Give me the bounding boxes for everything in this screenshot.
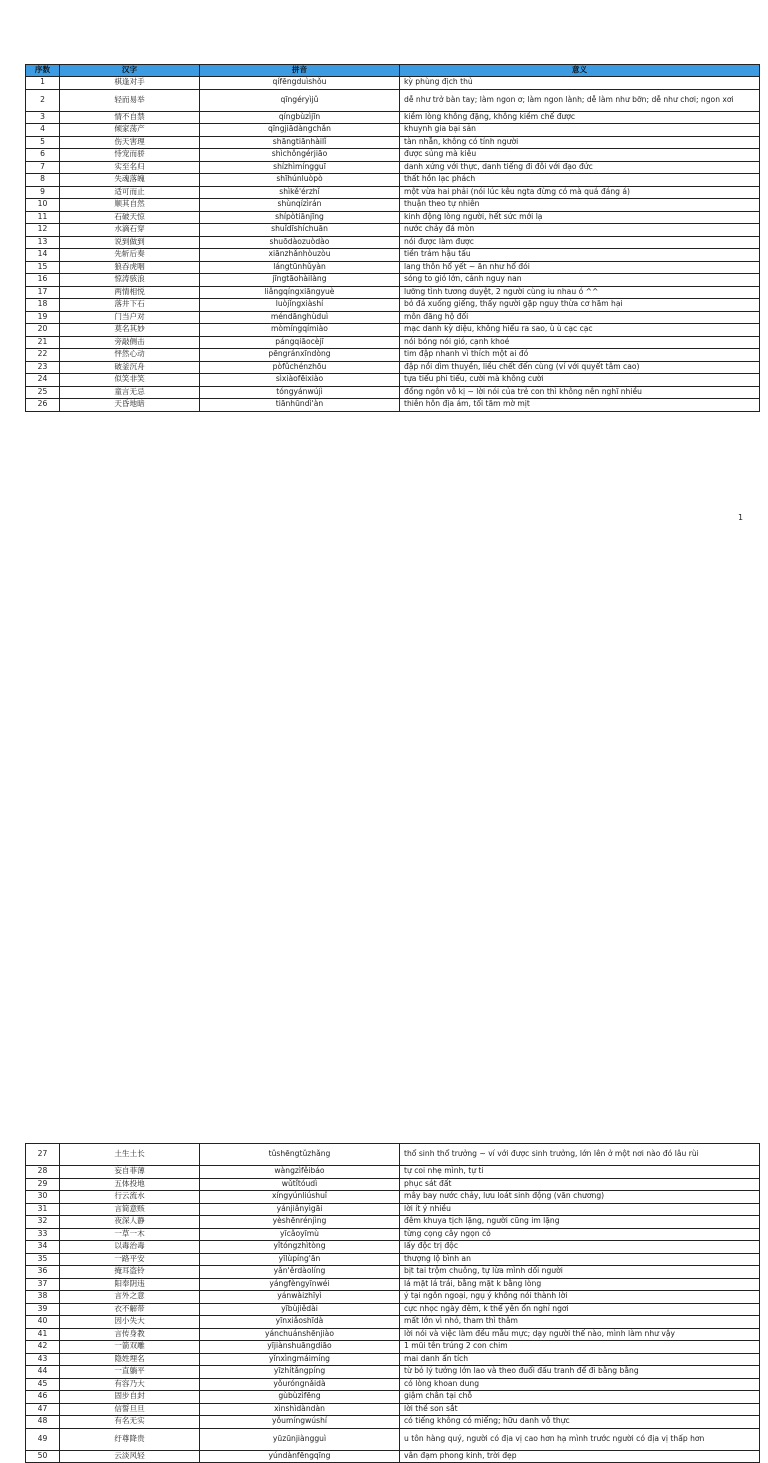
row-meaning: danh xứng với thực, danh tiếng đi đôi với đạo đức (400, 161, 760, 174)
row-index: 42 (26, 1341, 60, 1354)
row-hanzi: 旁敲侧击 (60, 336, 200, 349)
row-meaning: lang thôn hổ yết ~ ăn như hổ đói (400, 261, 760, 274)
row-pinyin: shāngtiānhàilǐ (200, 136, 400, 149)
row-meaning: lời thề son sắt (400, 1403, 760, 1416)
row-pinyin: yīzhítǎngpíng (200, 1366, 400, 1379)
row-index: 22 (26, 349, 60, 362)
row-index: 47 (26, 1403, 60, 1416)
row-pinyin: yīlùpíng'ān (200, 1253, 400, 1266)
row-hanzi: 因小失大 (60, 1316, 200, 1329)
row-pinyin: xìnshìdàndàn (200, 1403, 400, 1416)
row-meaning: tàn nhẫn, không có tính người (400, 136, 760, 149)
row-hanzi: 有名无实 (60, 1416, 200, 1429)
header-meaning: 意义 (400, 65, 760, 77)
row-pinyin: shìchǒngérjiāo (200, 149, 400, 162)
row-hanzi: 信誓旦旦 (60, 1403, 200, 1416)
row-hanzi: 一路平安 (60, 1253, 200, 1266)
row-index: 32 (26, 1216, 60, 1229)
table-row (26, 1303, 760, 1316)
row-hanzi: 实至名归 (60, 161, 200, 174)
table-row (26, 186, 760, 199)
row-meaning: từ bỏ lý tưởng lớn lao và theo đuổi đấu tranh để đi bằng bằng (400, 1366, 760, 1379)
row-pinyin: yīcǎoyīmù (200, 1228, 400, 1241)
table-row (26, 77, 760, 90)
row-meaning: nước chảy đá mòn (400, 224, 760, 237)
row-index: 13 (26, 236, 60, 249)
row-hanzi: 伤天害理 (60, 136, 200, 149)
table-row (26, 136, 760, 149)
table-row (26, 1216, 760, 1229)
table-row (26, 324, 760, 337)
row-hanzi: 掩耳盗铃 (60, 1266, 200, 1279)
row-hanzi: 纡尊降贵 (60, 1428, 200, 1450)
row-meaning: lưỡng tình tương duyệt, 2 người cùng iu nhau ó ^^ (400, 286, 760, 299)
header-pinyin: 拼音 (200, 65, 400, 77)
row-meaning: được sủng mà kiêu (400, 149, 760, 162)
table-row (26, 1341, 760, 1354)
document-page-1 (0, 0, 768, 540)
row-meaning: kiềm lòng không đặng, không kiềm chế được (400, 111, 760, 124)
row-hanzi: 云淡风轻 (60, 1450, 200, 1463)
row-hanzi: 行云流水 (60, 1191, 200, 1204)
table-row (26, 174, 760, 187)
row-pinyin: lángtūnhǔyàn (200, 261, 400, 274)
row-index: 44 (26, 1366, 60, 1379)
row-meaning: mất lớn vì nhỏ, tham thì thâm (400, 1316, 760, 1329)
row-meaning: có tiếng không có miếng; hữu danh vô thực (400, 1416, 760, 1429)
row-pinyin: yángfèngyīnwéi (200, 1278, 400, 1291)
row-pinyin: qíngbùzìjīn (200, 111, 400, 124)
row-index: 21 (26, 336, 60, 349)
row-meaning: kinh động lòng người, hết sức mới lạ (400, 211, 760, 224)
row-hanzi: 怦然心动 (60, 349, 200, 362)
table-row (26, 199, 760, 212)
row-pinyin: wǔtǐtóudì (200, 1178, 400, 1191)
table-row (26, 274, 760, 287)
row-meaning: vân đạm phong kinh, trời đẹp (400, 1450, 760, 1463)
row-index: 14 (26, 249, 60, 262)
row-hanzi: 五体投地 (60, 1178, 200, 1191)
row-index: 39 (26, 1303, 60, 1316)
row-index: 38 (26, 1291, 60, 1304)
row-meaning: thiên hôn địa ám, tối tăm mờ mịt (400, 399, 760, 412)
table-row (26, 1316, 760, 1329)
row-meaning: tự coi nhẹ mình, tự ti (400, 1166, 760, 1179)
row-pinyin: gùbùzìfēng (200, 1391, 400, 1404)
table-row (26, 336, 760, 349)
idiom-table-page-2 (25, 1143, 760, 1463)
row-meaning: bỏ đá xuống giếng, thấy người gặp nguy thừa cơ hãm hại (400, 299, 760, 312)
table-row (26, 89, 760, 111)
row-hanzi: 先斩后奏 (60, 249, 200, 262)
row-index: 35 (26, 1253, 60, 1266)
row-pinyin: tóngyánwújì (200, 386, 400, 399)
table-row (26, 1228, 760, 1241)
table-row (26, 1144, 760, 1166)
table-row (26, 311, 760, 324)
table-row (26, 1203, 760, 1216)
row-hanzi: 衣不解带 (60, 1303, 200, 1316)
table-row (26, 224, 760, 237)
row-meaning: môn đăng hộ đối (400, 311, 760, 324)
row-pinyin: liǎngqíngxiāngyuè (200, 286, 400, 299)
row-index: 17 (26, 286, 60, 299)
row-index: 49 (26, 1428, 60, 1450)
row-hanzi: 天昏地暗 (60, 399, 200, 412)
row-hanzi: 一箭双雕 (60, 1341, 200, 1354)
row-pinyin: tiānhūndì'àn (200, 399, 400, 412)
table-row (26, 1178, 760, 1191)
row-hanzi: 适可而止 (60, 186, 200, 199)
row-hanzi: 一草一木 (60, 1228, 200, 1241)
row-meaning: nói được làm được (400, 236, 760, 249)
table-row (26, 1416, 760, 1429)
row-meaning: thổ sinh thổ trưởng ~ ví với được sinh trưởng, lớn lên ở một nơi nào đó lâu rùi (400, 1144, 760, 1166)
table-row (26, 1428, 760, 1450)
row-meaning: dễ như trở bàn tay; làm ngon ơ; làm ngon lành; dễ làm như bỡn; dễ như chơi; ngon xơi (400, 89, 760, 111)
table-row (26, 299, 760, 312)
row-pinyin: qīngjiādàngchǎn (200, 124, 400, 137)
row-hanzi: 夜深人静 (60, 1216, 200, 1229)
row-index: 37 (26, 1278, 60, 1291)
row-hanzi: 隐姓埋名 (60, 1353, 200, 1366)
row-index: 11 (26, 211, 60, 224)
row-index: 10 (26, 199, 60, 212)
row-index: 50 (26, 1450, 60, 1463)
row-index: 36 (26, 1266, 60, 1279)
row-pinyin: tǔshēngtǔzhǎng (200, 1144, 400, 1166)
table-row (26, 249, 760, 262)
row-pinyin: qífēngduìshǒu (200, 77, 400, 90)
row-hanzi: 妄自菲薄 (60, 1166, 200, 1179)
row-hanzi: 以毒治毒 (60, 1241, 200, 1254)
row-pinyin: yǎn'ěrdàolíng (200, 1266, 400, 1279)
row-index: 7 (26, 161, 60, 174)
row-index: 46 (26, 1391, 60, 1404)
row-pinyin: yánwàizhīyì (200, 1291, 400, 1304)
table-row (26, 1278, 760, 1291)
row-meaning: đập nồi dìm thuyền, liều chết đến cùng (ví với quyết tâm cao) (400, 361, 760, 374)
row-pinyin: yīnxiǎoshīdà (200, 1316, 400, 1329)
row-index: 43 (26, 1353, 60, 1366)
table-row (26, 1291, 760, 1304)
row-index: 31 (26, 1203, 60, 1216)
row-pinyin: shìkě'érzhǐ (200, 186, 400, 199)
table-row (26, 386, 760, 399)
row-index: 48 (26, 1416, 60, 1429)
table-body (26, 1144, 760, 1463)
table-row (26, 286, 760, 299)
row-meaning: tựa tiếu phi tiếu, cười mà không cười (400, 374, 760, 387)
row-meaning: phục sát đất (400, 1178, 760, 1191)
row-hanzi: 似笑非笑 (60, 374, 200, 387)
idiom-table-page-1 (25, 64, 760, 412)
row-meaning: một vừa hai phải (nói lúc kêu ngta đừng có mà quá đáng á) (400, 186, 760, 199)
row-index: 6 (26, 149, 60, 162)
row-pinyin: shízhìmíngguī (200, 161, 400, 174)
row-meaning: u tôn hàng quý, người có địa vị cao hơn hạ mình trước người có địa vị thấp hơn (400, 1428, 760, 1450)
row-index: 5 (26, 136, 60, 149)
row-pinyin: shuōdàozuòdào (200, 236, 400, 249)
row-index: 24 (26, 374, 60, 387)
table-row (26, 1378, 760, 1391)
row-hanzi: 惊涛骇浪 (60, 274, 200, 287)
row-index: 2 (26, 89, 60, 111)
row-pinyin: qīngéryìjǔ (200, 89, 400, 111)
row-pinyin: yǒuróngnǎidà (200, 1378, 400, 1391)
row-meaning: lấy độc trị độc (400, 1241, 760, 1254)
row-hanzi: 一直躺平 (60, 1366, 200, 1379)
row-meaning: kỳ phùng địch thủ (400, 77, 760, 90)
row-pinyin: wàngzìfěibáo (200, 1166, 400, 1179)
table-row (26, 1253, 760, 1266)
row-hanzi: 轻而易举 (60, 89, 200, 111)
row-index: 16 (26, 274, 60, 287)
table-row (26, 1391, 760, 1404)
page-number: 1 (738, 513, 744, 522)
row-hanzi: 两情相悦 (60, 286, 200, 299)
row-index: 30 (26, 1191, 60, 1204)
table-row (26, 161, 760, 174)
row-pinyin: yúndànfēngqīng (200, 1450, 400, 1463)
row-hanzi: 言传身教 (60, 1328, 200, 1341)
row-index: 23 (26, 361, 60, 374)
row-hanzi: 破釜沉舟 (60, 361, 200, 374)
row-hanzi: 土生土长 (60, 1144, 200, 1166)
table-row (26, 374, 760, 387)
row-hanzi: 言外之意 (60, 1291, 200, 1304)
row-hanzi: 阳奉阴违 (60, 1278, 200, 1291)
row-meaning: bịt tai trộm chuông, tự lừa mình dối người (400, 1266, 760, 1279)
row-meaning: khuynh gia bại sản (400, 124, 760, 137)
row-hanzi: 童言无忌 (60, 386, 200, 399)
row-pinyin: yǒumíngwúshí (200, 1416, 400, 1429)
table-row (26, 149, 760, 162)
row-index: 25 (26, 386, 60, 399)
row-pinyin: yūzūnjiàngguì (200, 1428, 400, 1450)
row-hanzi: 言简意赅 (60, 1203, 200, 1216)
table-row (26, 111, 760, 124)
row-index: 27 (26, 1144, 60, 1166)
table-row (26, 1166, 760, 1179)
row-pinyin: yǐnxìngmáimíng (200, 1353, 400, 1366)
row-hanzi: 固步自封 (60, 1391, 200, 1404)
row-index: 4 (26, 124, 60, 137)
row-hanzi: 狼吞虎咽 (60, 261, 200, 274)
row-meaning: thuận theo tự nhiên (400, 199, 760, 212)
row-pinyin: yībùjiědài (200, 1303, 400, 1316)
row-index: 41 (26, 1328, 60, 1341)
row-pinyin: yījiànshuāngdiāo (200, 1341, 400, 1354)
row-meaning: tim đập nhanh vì thích một ai đó (400, 349, 760, 362)
row-pinyin: luòjǐngxiàshí (200, 299, 400, 312)
document-page-2 (0, 540, 768, 1460)
row-index: 18 (26, 299, 60, 312)
table-header-row (26, 65, 760, 77)
table-row (26, 1403, 760, 1416)
row-meaning: lời ít ý nhiều (400, 1203, 760, 1216)
row-index: 34 (26, 1241, 60, 1254)
row-hanzi: 石破天惊 (60, 211, 200, 224)
row-pinyin: yánjiǎnyìgāi (200, 1203, 400, 1216)
row-index: 26 (26, 399, 60, 412)
row-meaning: tiền trảm hậu tấu (400, 249, 760, 262)
row-meaning: mai danh ẩn tích (400, 1353, 760, 1366)
row-hanzi: 倾家荡产 (60, 124, 200, 137)
table-row (26, 349, 760, 362)
row-pinyin: pòfǔchénzhōu (200, 361, 400, 374)
row-pinyin: yǐtóngzhìtòng (200, 1241, 400, 1254)
table-row (26, 1328, 760, 1341)
row-meaning: từng cọng cây ngọn cỏ (400, 1228, 760, 1241)
table-row (26, 399, 760, 412)
row-hanzi: 失魂落魄 (60, 174, 200, 187)
table-row (26, 236, 760, 249)
table-row (26, 261, 760, 274)
row-index: 3 (26, 111, 60, 124)
row-index: 40 (26, 1316, 60, 1329)
row-index: 33 (26, 1228, 60, 1241)
row-meaning: 1 mũi tên trúng 2 con chim (400, 1341, 760, 1354)
row-index: 8 (26, 174, 60, 187)
table-row (26, 1191, 760, 1204)
row-meaning: có lòng khoan dung (400, 1378, 760, 1391)
row-pinyin: yánchuánshēnjiào (200, 1328, 400, 1341)
row-pinyin: xíngyúnliúshuǐ (200, 1191, 400, 1204)
table-row (26, 1366, 760, 1379)
row-pinyin: xiānzhǎnhòuzòu (200, 249, 400, 262)
row-hanzi: 莫名其妙 (60, 324, 200, 337)
row-pinyin: pángqiāocèjī (200, 336, 400, 349)
row-index: 28 (26, 1166, 60, 1179)
row-meaning: đồng ngôn vô kị ~ lời nói của trẻ con thì không nên nghĩ nhiều (400, 386, 760, 399)
row-meaning: giậm chân tại chỗ (400, 1391, 760, 1404)
row-meaning: mạc danh kỳ diệu, không hiểu ra sao, ù ù cạc cạc (400, 324, 760, 337)
table-row (26, 1353, 760, 1366)
row-index: 29 (26, 1178, 60, 1191)
row-meaning: ý tại ngôn ngoại, ngụ ý không nói thành lời (400, 1291, 760, 1304)
row-hanzi: 顺其自然 (60, 199, 200, 212)
table-body (26, 77, 760, 412)
row-hanzi: 水滴石穿 (60, 224, 200, 237)
row-pinyin: mòmíngqímiào (200, 324, 400, 337)
table-row (26, 361, 760, 374)
table-row (26, 211, 760, 224)
row-meaning: đêm khuya tịch lặng, người cũng im lặng (400, 1216, 760, 1229)
row-hanzi: 落井下石 (60, 299, 200, 312)
row-pinyin: yèshēnrénjìng (200, 1216, 400, 1229)
row-pinyin: pēngránxīndòng (200, 349, 400, 362)
row-hanzi: 有容乃大 (60, 1378, 200, 1391)
row-pinyin: shùnqízìrán (200, 199, 400, 212)
row-meaning: sóng to gió lớn, cảnh nguy nan (400, 274, 760, 287)
table-row (26, 1241, 760, 1254)
row-meaning: thượng lộ bình an (400, 1253, 760, 1266)
row-pinyin: jīngtāohàilàng (200, 274, 400, 287)
table-row (26, 124, 760, 137)
table-row (26, 1450, 760, 1463)
row-index: 1 (26, 77, 60, 90)
row-hanzi: 棋逢对手 (60, 77, 200, 90)
row-pinyin: shīhúnluòpò (200, 174, 400, 187)
row-hanzi: 情不自禁 (60, 111, 200, 124)
row-meaning: mây bay nước chảy, lưu loát sinh động (văn chương) (400, 1191, 760, 1204)
header-hanzi: 汉字 (60, 65, 200, 77)
row-meaning: thất hồn lạc phách (400, 174, 760, 187)
row-hanzi: 恃宠而骄 (60, 149, 200, 162)
row-meaning: lá mặt lá trái, bằng mặt k bằng lòng (400, 1278, 760, 1291)
row-index: 15 (26, 261, 60, 274)
table-row (26, 1266, 760, 1279)
row-index: 12 (26, 224, 60, 237)
row-pinyin: sìxiàofēixiào (200, 374, 400, 387)
row-pinyin: shípòtiānjīng (200, 211, 400, 224)
row-index: 9 (26, 186, 60, 199)
row-index: 19 (26, 311, 60, 324)
row-pinyin: méndānghùduì (200, 311, 400, 324)
row-meaning: nói bóng nói gió, cạnh khoé (400, 336, 760, 349)
header-index: 序数 (26, 65, 60, 77)
row-index: 45 (26, 1378, 60, 1391)
row-meaning: cực nhọc ngày đêm, k thể yên ổn nghỉ ngơi (400, 1303, 760, 1316)
row-hanzi: 说到做到 (60, 236, 200, 249)
row-pinyin: shuǐdīshíchuān (200, 224, 400, 237)
row-meaning: lời nói và việc làm đều mẫu mực; dạy người thế nào, mình làm như vậy (400, 1328, 760, 1341)
row-index: 20 (26, 324, 60, 337)
row-hanzi: 门当户对 (60, 311, 200, 324)
